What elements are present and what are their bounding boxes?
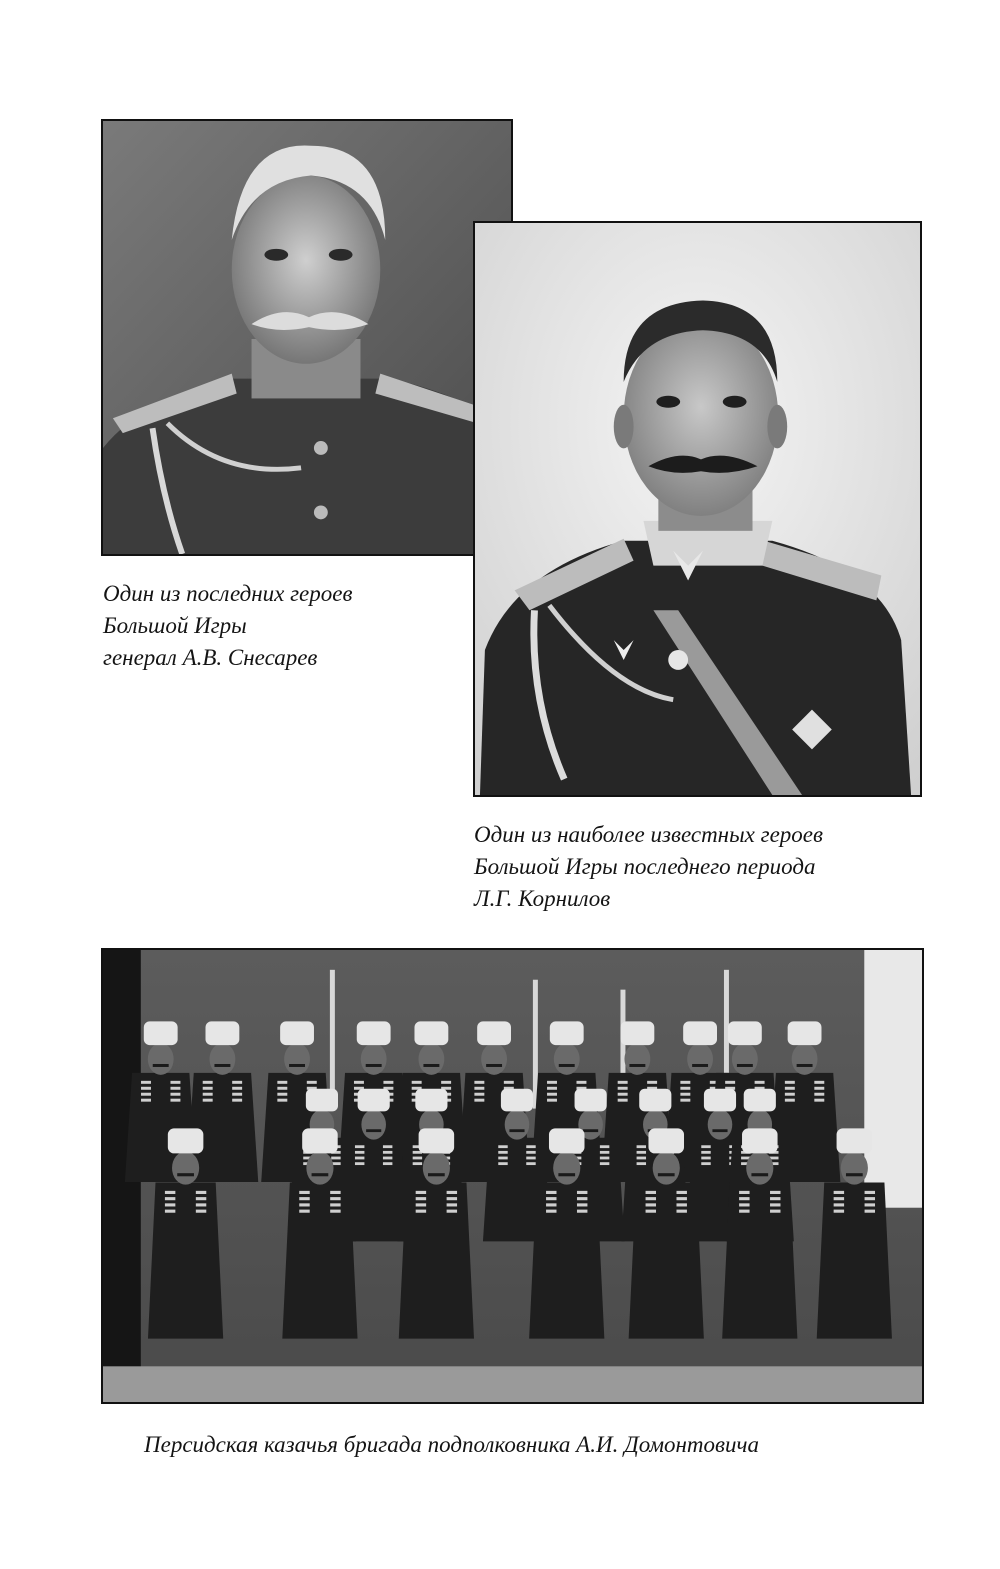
caption-line: генерал А.В. Снесарев [103,645,318,670]
caption-line: Большой Игры последнего периода [474,854,816,879]
standard-pole [330,970,335,1099]
caption-line: Один из последних героев [103,581,353,606]
caption-line: Большой Игры [103,613,247,638]
photo-snesarev-portrait [101,119,513,556]
group-photo-image [103,950,922,1402]
caption-brigade [144,1429,759,1461]
caption-line: Персидская казачья бригада подполковника А.И. Домонтовича [144,1432,759,1457]
caption-line: Л.Г. Корнилов [474,886,611,911]
photo-cossack-brigade-group [101,948,924,1404]
portrait-image [103,121,511,554]
caption-kornilov [474,819,823,915]
portrait-image [475,223,920,795]
caption-snesarev [103,578,352,674]
photo-kornilov-portrait [473,221,922,797]
caption-line: Один из наиболее известных героев [474,822,823,847]
